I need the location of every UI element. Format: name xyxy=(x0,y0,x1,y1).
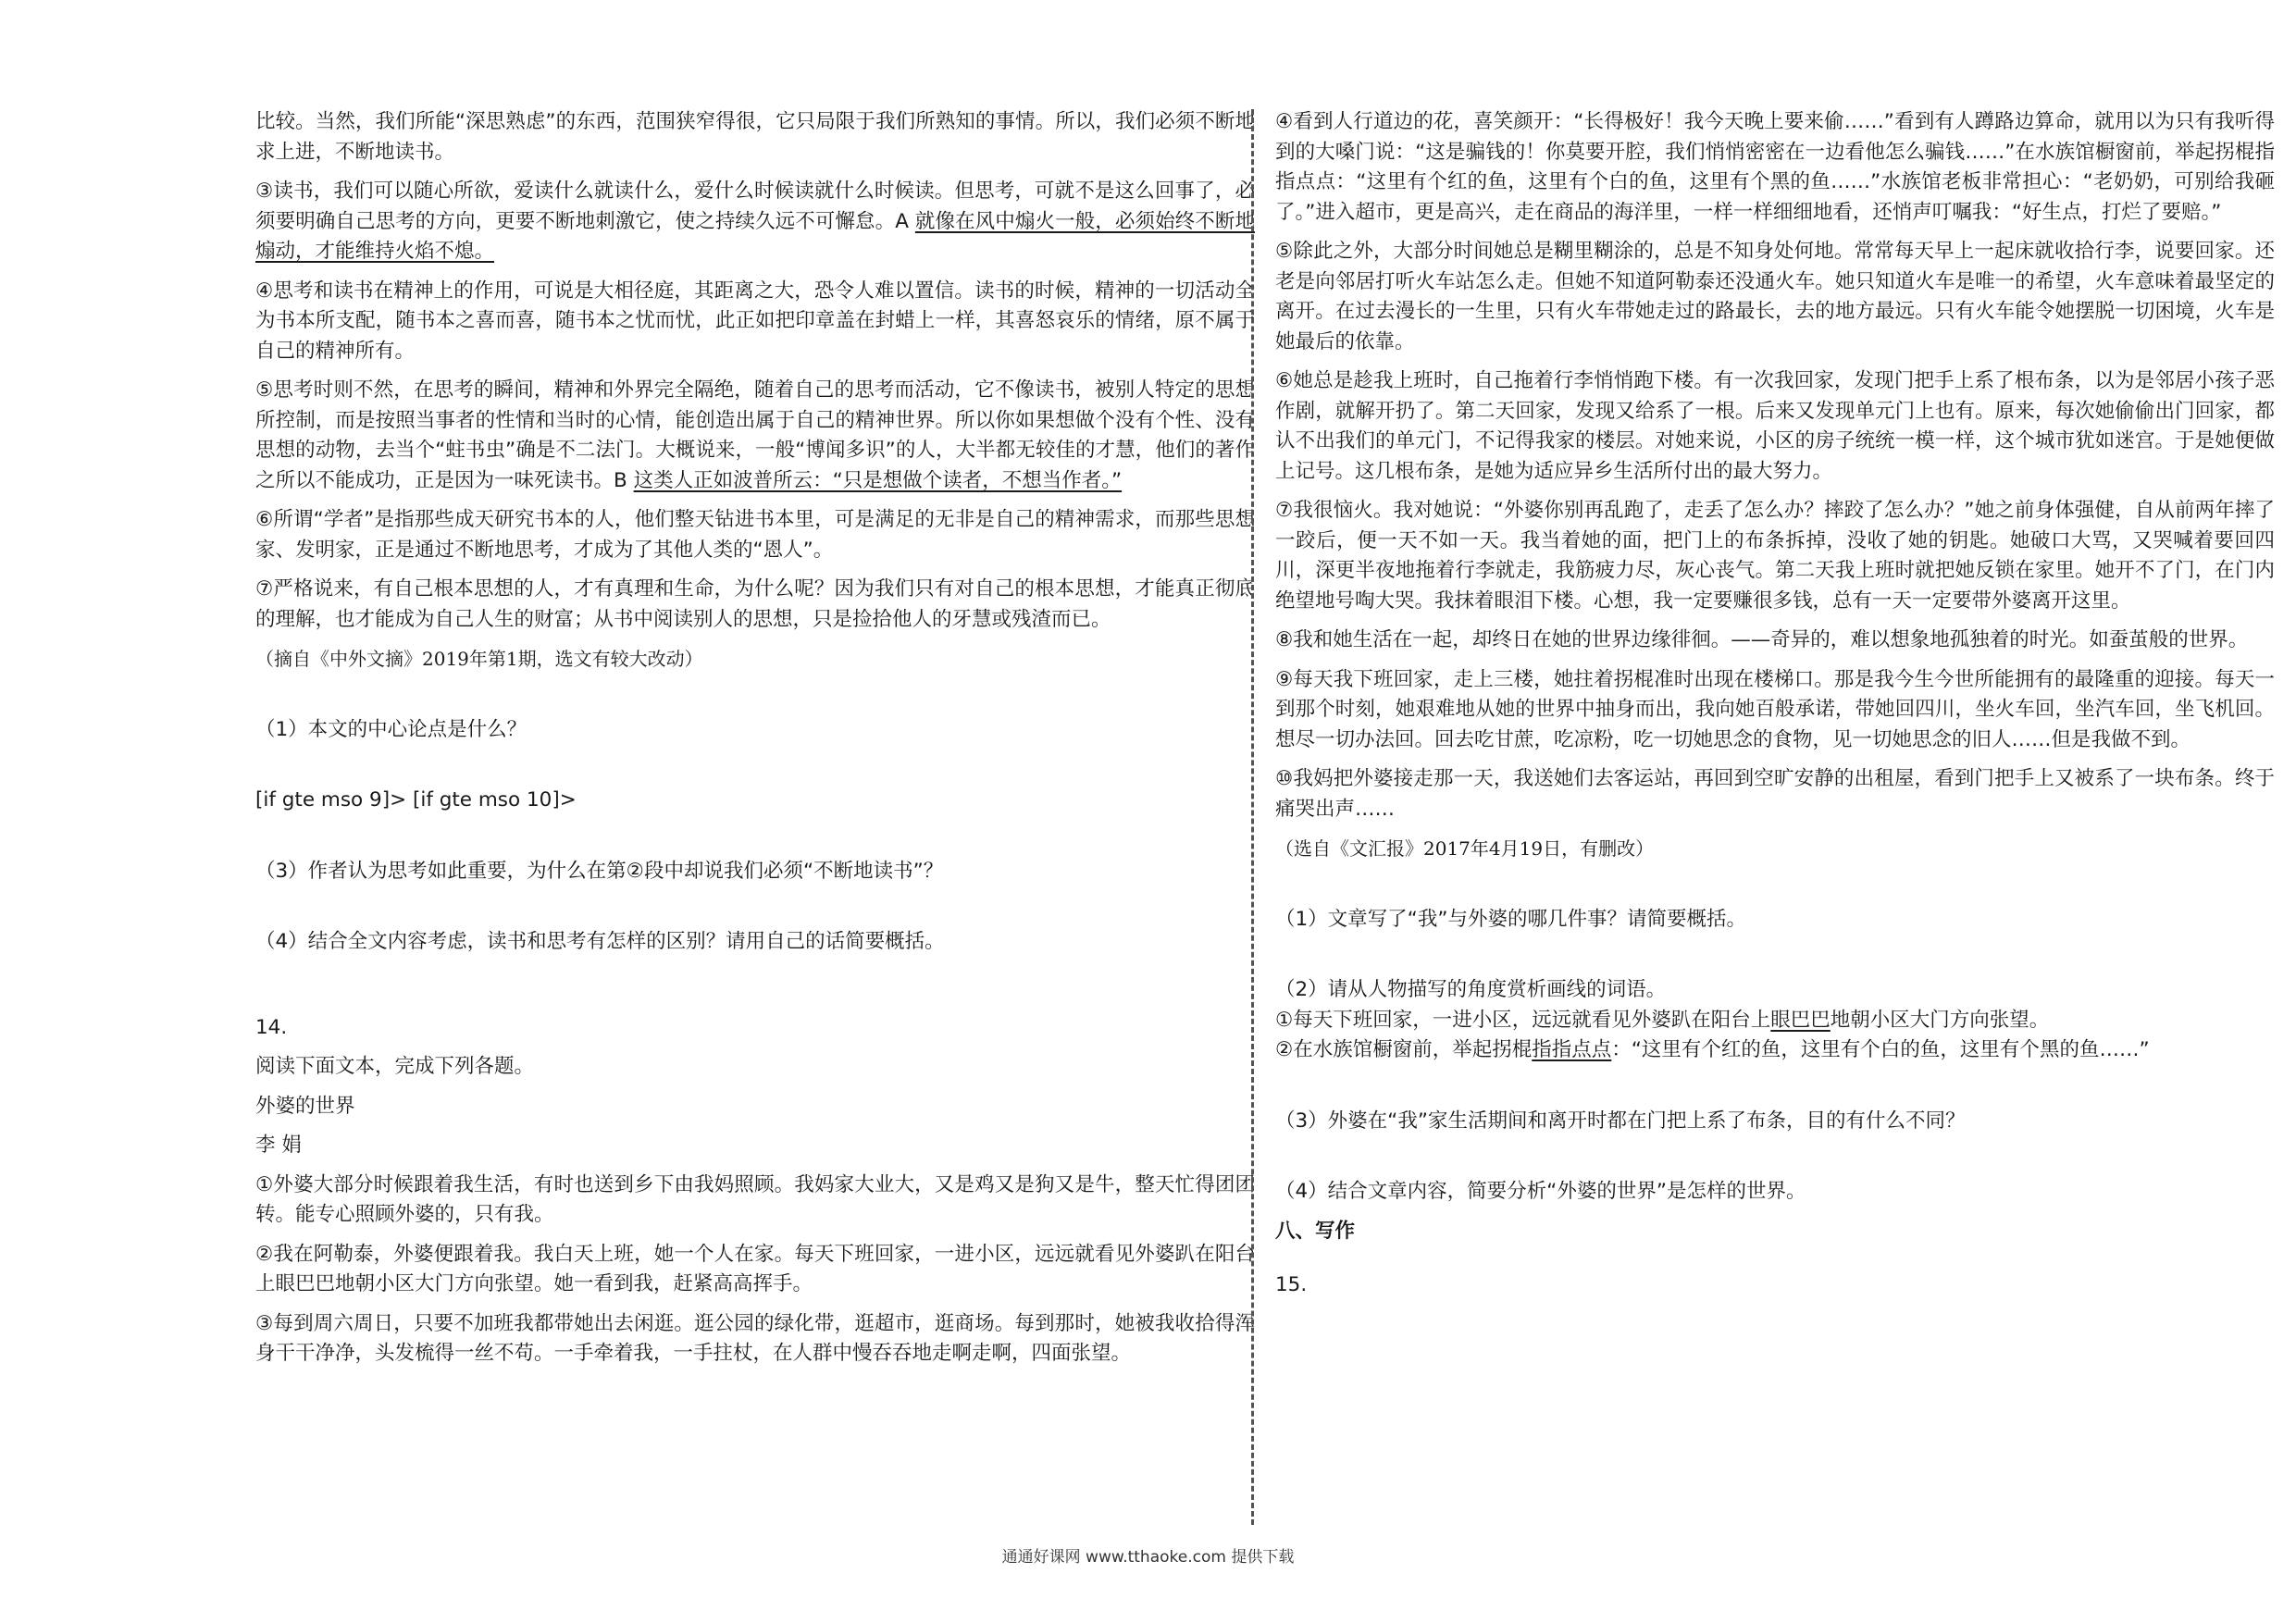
question-13-1: （1）本文的中心论点是什么？ xyxy=(255,717,527,741)
column-divider xyxy=(1251,109,1254,1525)
left-column xyxy=(255,107,1255,1379)
question-14-4: （4）结合文章内容，简要分析“外婆的世界”是怎样的世界。 xyxy=(1275,1180,1806,1203)
essay-paragraph-3-text: ③读书，我们可以随心所欲，爱读什么就读什么，爱什么时候读就什么时候读。但思考，可就不是这么回事了，必须要明确自己思考的方向，更要不断地刺激它，使之持续久远不可懈怠。A xyxy=(255,180,1255,233)
story-paragraph-7: ⑦我很恼火。我对她说：“外婆你别再乱跑了，走丢了怎么办？摔跤了怎么办？”她之前身体强健，自从前两年摔了一跤后，便一天不如一天。我当着她的面，把门上的布条拆掉，没收了她的钥匙。她破口大骂，又哭喊着要回四川，深更半夜地拖着行李就走，我筋疲力尽，灰心丧气。第二天我上班时就把她反锁在家里。她开不了门，在门内绝望地号啕大哭。我抹着眼泪下楼。心想，我一定要赚很多钱，总有一天一定要带外婆离开这里。 xyxy=(1275,499,2275,613)
question-14-2-b-text-end: ：“这里有个红的鱼，这里有个白的鱼，这里有个黑的鱼……” xyxy=(1611,1038,2150,1061)
story-source: （选自《文汇报》2017年4月19日，有删改） xyxy=(1275,837,1655,860)
story-paragraph-1: ①外婆大部分时候跟着我生活，有时也送到乡下由我妈照顾。我妈家大业大，又是鸡又是狗又是牛，整天忙得团团转。能专心照顾外婆的，只有我。 xyxy=(255,1172,1255,1226)
essay-paragraph-6: ⑥所谓“学者”是指那些成天研究书本的人，他们整天钻进书本里，可是满足的无非是自己的精神需求，而那些思想家、发明家，正是通过不断地思考，才成为了其他人类的“恩人”。 xyxy=(255,508,1255,562)
underlined-word-yanbaba: 眼巴巴 xyxy=(1770,1008,1831,1032)
question-14-1: （1）文章写了“我”与外婆的哪几件事？请简要概括。 xyxy=(1275,907,1746,931)
story-paragraph-2: ②我在阿勒泰，外婆便跟着我。我白天上班，她一个人在家。每天下班回家，一进小区，远远就看见外婆趴在阳台上眼巴巴地朝小区大门方向张望。她一看到我，赶紧高高挥手。 xyxy=(255,1242,1255,1295)
essay-paragraph-5-text: ⑤思考时则不然，在思考的瞬间，精神和外界完全隔绝，随着自己的思考而活动，它不像读书，被别人特定的思想所控制，而是按照当事者的性情和当时的心情，能创造出属于自己的精神世界。所以你如果想做个没有个性、没有思想的动物，去当个“蛀书虫”确是不二法门。大概说来，一般“博闻多识”的人，大半都无较佳的才慧，他们的著作之所以不能成功，正是因为一味死读书。B xyxy=(255,378,1255,492)
story-paragraph-5: ⑤除此之外，大部分时间她总是糊里糊涂的，总是不知身处何地。常常每天早上一起床就收拾行李，说要回家。还老是向邻居打听火车站怎么走。但她不知道阿勒泰还没通火车。她只知道火车是唯一的希望，火车意味着最坚定的离开。在过去漫长的一生里，只有火车带她走过的路最长，去的地方最远。只有火车能令她摆脱一切困境，火车是她最后的依靠。 xyxy=(1275,240,2275,353)
underlined-sentence-b: 这类人正如波普所云：“只是想做个读者，不想当作者。” xyxy=(633,468,1123,492)
essay-paragraph-7: ⑦严格说来，有自己根本思想的人，才有真理和生命，为什么呢？因为我们只有对自己的根本思想，才能真正彻底的理解，也才能成为自己人生的财富；从书中阅读别人的思想，只是捡拾他人的牙慧或残渣而已。 xyxy=(255,577,1255,631)
question-13-3: （3）作者认为思考如此重要，为什么在第②段中却说我们必须“不断地读书”？ xyxy=(255,859,944,883)
right-column xyxy=(1275,107,2275,1301)
question-14-2: （2）请从人物描写的角度赏析画线的词语。 xyxy=(1275,978,1667,1001)
section-writing-heading: 八、写作 xyxy=(1275,1219,1356,1243)
question-14-2-b-text: ②在水族馆橱窗前，举起拐棍 xyxy=(1275,1038,1533,1061)
story-paragraph-6: ⑥她总是趁我上班时，自己拖着行李悄悄跑下楼。有一次我回家，发现门把手上系了根布条，以为是邻居小孩子恶作剧，就解开扔了。第二天回家，发现又给系了一根。后来又发现单元门上也有。原来，每次她偷偷出门回家，都认不出我们的单元门，不记得我家的楼层。对她来说，小区的房子统统一模一样，这个城市犹如迷宫。于是她便做上记号。这几根布条，是她为适应异乡生活所付出的最大努力。 xyxy=(1275,369,2275,483)
story-paragraph-3: ③每到周六周日，只要不加班我都带她出去闲逛。逛公园的绿化带，逛超市，逛商场。每到那时，她被我收拾得浑身干干净净，头发梳得一丝不苟。一手牵着我，一手拄杖，在人群中慢吞吞地走啊走啊，四面张望。 xyxy=(255,1311,1255,1365)
story-paragraph-8: ⑧我和她生活在一起，却终日在她的世界边缘徘徊。——奇异的，难以想象地孤独着的时光。如蚕茧般的世界。 xyxy=(1275,628,2249,651)
essay-paragraph-5 xyxy=(255,376,1255,496)
question-13-tag: [if gte mso 9]> [if gte mso 10]> xyxy=(255,788,577,812)
question-14-3: （3）外婆在“我”家生活期间和离开时都在门把上系了布条，目的有什么不同？ xyxy=(1275,1109,1966,1133)
story-paragraph-9: ⑨每天我下班回家，走上三楼，她拄着拐棍准时出现在楼梯口。那是我今生今世所能拥有的最隆重的迎接。每天一到那个时刻，她艰难地从她的世界中抽身而出，我向她百般承诺，带她回四川，坐火车回，坐汽车回，坐飞机回。想尽一切办法回。回去吃甘蔗，吃凉粉，吃一切她思念的食物，见一切她思念的旧人……但是我做不到。 xyxy=(1275,667,2275,751)
essay-paragraph-3 xyxy=(255,177,1255,267)
underlined-sentence-a: 就像在风中煽火一般，必须始终不断地煽动，才能维持火焰不熄。 xyxy=(255,209,1255,263)
essay-paragraph-2-end: 比较。当然，我们所能“深思熟虑”的东西，范围狭窄得很，它只局限于我们所熟知的事情。所以，我们必须不断地求上进，不断地读书。 xyxy=(255,110,1255,164)
question-15-number: 15. xyxy=(1275,1273,1308,1296)
question-14-2-a-text: ①每天下班回家，一进小区，远远就看见外婆趴在阳台上 xyxy=(1275,1008,1771,1032)
story-title: 外婆的世界 xyxy=(255,1094,355,1118)
question-14-number: 14. xyxy=(255,1015,288,1039)
essay-paragraph-4: ④思考和读书在精神上的作用，可说是大相径庭，其距离之大，恐令人难以置信。读书的时候，精神的一切活动全为书本所支配，随书本之喜而喜，随书本之忧而忧，此正如把印章盖在封蜡上一样，其喜怒哀乐的情绪，原不属于自己的精神所有。 xyxy=(255,279,1255,363)
story-paragraph-10: ⑩我妈把外婆接走那一天，我送她们去客运站，再回到空旷安静的出租屋，看到门把手上又被系了一块布条。终于痛哭出声…… xyxy=(1275,767,2275,821)
story-paragraph-4: ④看到人行道边的花，喜笑颜开：“长得极好！我今天晚上要来偷……”看到有人蹲路边算命，就用以为只有我听得到的大嗓门说：“这是骗钱的！你莫要开腔，我们悄悄密密在一边看他怎么骗钱……”在水族馆橱窗前，举起拐棍指指点点：“这里有个红的鱼，这里有个白的鱼，这里有个黑的鱼……”水族馆老板非常担心：“老奶奶，可别给我砸了。”进入超市，更是高兴，走在商品的海洋里，一样一样细细地看，还悄声叮嘱我：“好生点，打烂了要赔。” xyxy=(1275,110,2275,224)
question-14-2-a-text-end: 地朝小区大门方向张望。 xyxy=(1830,1008,2050,1032)
question-14-2-b xyxy=(1275,1035,2275,1066)
page-footer: 通通好课网 www.tthaoke.com 提供下载 xyxy=(1001,1548,1295,1567)
story-author: 李 娟 xyxy=(255,1134,302,1157)
essay-source: （摘自《中外文摘》2019年第1期，选文有较大改动） xyxy=(255,648,703,670)
reading-instruction: 阅读下面文本，完成下列各题。 xyxy=(255,1055,535,1078)
underlined-word-zhizhidiandian: 指指点点 xyxy=(1532,1038,1612,1061)
question-14-2-a xyxy=(1275,1006,2275,1036)
question-13-4: （4）结合全文内容考虑，读书和思考有怎样的区别？请用自己的话简要概括。 xyxy=(255,930,945,953)
